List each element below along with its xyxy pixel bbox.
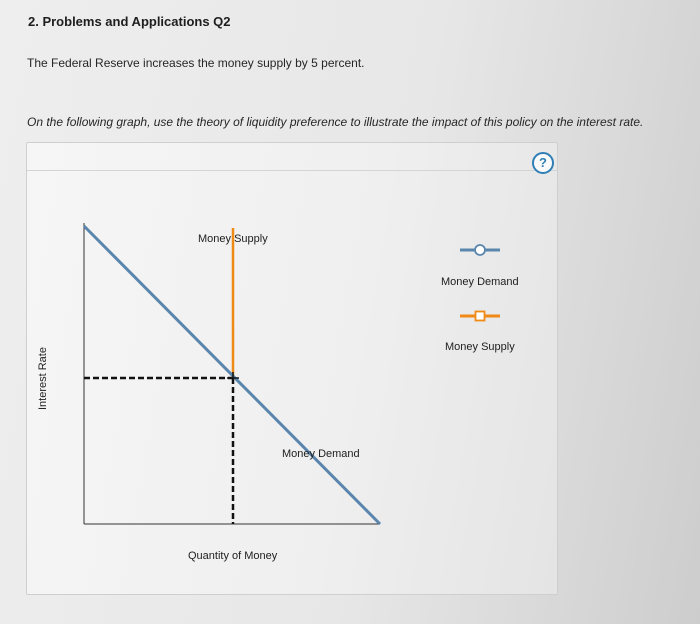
question-instruction: On the following graph, use the theory of liquidity preference to illustrate the impact of this policy on the interest rate. [27, 115, 644, 129]
legend-money-demand-tool[interactable] [460, 245, 500, 255]
y-axis-label: Interest Rate [37, 347, 49, 410]
help-icon[interactable]: ? [532, 152, 554, 174]
legend-money-supply-label: Money Supply [445, 341, 515, 353]
question-heading: 2. Problems and Applications Q2 [28, 14, 231, 29]
circle-marker-icon [475, 245, 485, 255]
money-supply-curve-label: Money Supply [198, 233, 268, 245]
square-marker-icon [476, 312, 485, 321]
legend-money-supply-tool[interactable] [460, 312, 500, 321]
x-axis-label: Quantity of Money [188, 550, 278, 562]
money-demand-curve-label: Money Demand [282, 448, 360, 460]
legend-money-demand-label: Money Demand [441, 276, 519, 288]
question-statement: The Federal Reserve increases the money supply by 5 percent. [27, 56, 365, 70]
